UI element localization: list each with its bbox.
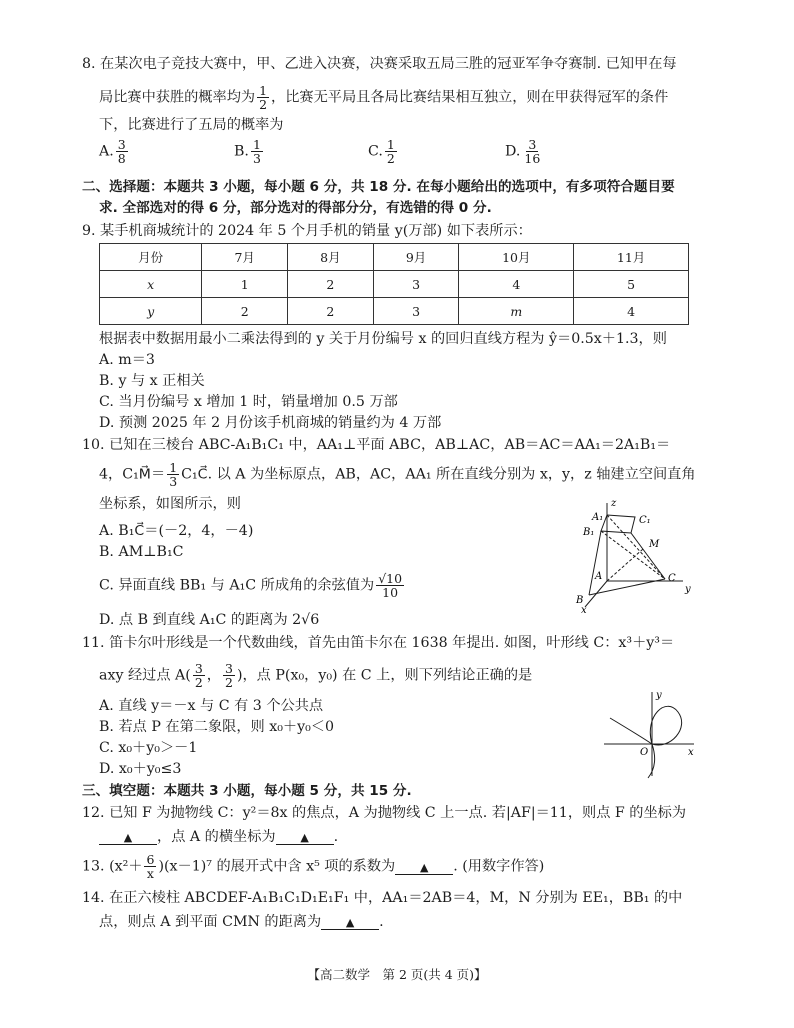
q8-option-a-num: 3 [117,137,126,152]
q11-line-2-a: axy 经过点 A( [99,667,191,684]
table-cell: 2 [288,271,374,298]
fig-label-m: M [649,539,660,550]
q13-line [82,853,544,880]
q10-line-2-b: C₁C⃗. 以 A 为坐标原点，AB，AC，AA₁ 所在直线分别为 x，y，z 轴建立空间直角 [181,466,696,483]
q10-option-c-den: 10 [382,585,399,600]
q8-option-d [505,138,544,165]
q11-fraction-2-num: 3 [225,661,233,676]
q8-prob-fraction [257,84,269,111]
q11-comma: ， [206,667,221,684]
q11-fraction-1-den: 2 [194,675,203,690]
table-header-cell: 7月 [202,244,288,271]
frustum-figure [575,497,695,615]
q12-line-2-mid: ，点 A 的横坐标为 [157,829,276,845]
q8-option-d-den: 16 [524,151,541,166]
q11-fraction-1-num: 3 [194,661,203,676]
q9-option-c: C. 当月份编号 x 增加 1 时，销量增加 0.5 万部 [99,394,398,410]
table-cell: 3 [373,271,459,298]
folium-figure [600,688,700,780]
table-header-cell: 11月 [574,244,689,271]
q8-prob-den: 2 [259,97,268,112]
q10-option-c-num: √10 [378,571,403,586]
edge-b1b [589,531,601,595]
fig-label-y: y [685,584,691,595]
fig-label-c1: C₁ [639,515,651,526]
q12-line-2-end: . [333,829,339,845]
q11-option-d: D. x₀＋y₀≤3 [99,761,182,777]
table-header-cell: 8月 [288,244,374,271]
q12-line-2 [99,828,338,846]
q10-option-b: B. AM⊥B₁C [99,544,184,560]
q11-line-2-b: )，点 P(x₀，y₀) 在 C 上，则下列结论正确的是 [236,667,533,684]
q13-prefix: 13. (x²＋ [82,858,143,875]
q8-line-1: 8. 在某次电子竞技大赛中，甲、乙进入决赛，决赛采取五局三胜的冠亚军争夺赛制. 已知甲在每 [82,56,677,72]
fig-label-a: A [595,571,603,582]
q10-option-a: A. B₁C⃗＝(－2，4，－4) [99,523,254,539]
q11-option-c: C. x₀＋y₀＞－1 [99,740,198,756]
q8-option-c-num: 1 [386,137,395,152]
q8-option-b-label: B. [234,143,249,160]
table-header-row [100,244,689,271]
q8-option-c [368,138,399,165]
q8-option-a [99,138,130,165]
q10-line-2-a: 4，C₁M⃗＝ [99,466,166,483]
page-footer: 【高二数学 第 2 页(共 4 页)】 [307,967,487,982]
q9-option-a: A. m＝3 [99,352,155,368]
fig-label-origin: O [640,747,649,758]
q10-option-c-text: C. 异面直线 BB₁ 与 A₁C 所成角的余弦值为 [99,577,375,594]
q8-line-3: 下，比赛进行了五局的概率为 [99,117,284,133]
q8-option-c-den: 2 [386,151,395,166]
q10-line-2 [99,461,696,488]
q12-answer-blank-1[interactable]: ▲ [99,832,157,845]
q14-line-2-a: 点，则点 A 到平面 CMN 的距离为 [99,914,322,930]
fig-label-x: x [688,747,694,758]
table-cell: m [459,298,574,325]
q13-fraction-num: 6 [146,852,155,867]
table-cell: 3 [373,298,459,325]
q8-option-d-num: 3 [528,137,537,152]
edge-c1c [631,533,665,579]
q8-prob-num: 1 [259,83,268,98]
q11-fraction-2 [223,662,235,689]
table-cell: 1 [202,271,288,298]
q8-option-b [234,138,265,165]
q13-answer-blank[interactable]: ▲ [395,862,453,875]
segment-am [607,549,643,581]
q9-option-b: B. y 与 x 正相关 [99,373,205,389]
q8-option-a-fraction [116,138,128,165]
table-cell: y [100,298,202,325]
sales-table [99,243,689,325]
q10-line-1: 10. 已知在三棱台 ABC-A₁B₁C₁ 中，AA₁⊥平面 ABC，AB⊥AC，AB＝AC＝AA₁＝2A₁B₁＝ [82,437,671,453]
section-2-heading-line-1: 二、选择题：本题共 3 小题，每小题 6 分，共 18 分. 在每小题给出的选项中，有多项符合题目要 [82,179,675,195]
fig-label-c: C [668,573,676,584]
q11-line-1: 11. 笛卡尔叶形线是一个代数曲线，首先由笛卡尔在 1638 年提出. 如图，叶形线 C：x³＋y³＝ [82,635,675,651]
section-2-heading-line-2: 求. 全部选对的得 6 分，部分选对的得部分分，有选错的得 0 分. [99,200,492,216]
q8-option-c-fraction [385,138,397,165]
q10-option-d: D. 点 B 到直线 A₁C 的距离为 2√6 [99,612,320,628]
q14-line-1: 14. 在正六棱柱 ABCDEF-A₁B₁C₁D₁E₁F₁ 中，AA₁＝2AB＝4，M，N 分别为 EE₁，BB₁ 的中 [82,890,683,906]
table-cell: x [100,271,202,298]
q10-option-c-fraction [376,572,404,599]
q9-stem: 根据表中数据用最小二乘法得到的 y 关于月份编号 x 的回归直线方程为 ŷ＝0.5x＋1.3，则 [99,331,667,347]
q12-answer-blank-2[interactable]: ▲ [276,832,334,845]
fig-label-b1: B₁ [583,527,595,538]
q8-line-2 [99,84,668,111]
q8-option-a-den: 8 [117,151,126,166]
q10-fraction [167,461,179,488]
q8-option-a-label: A. [99,143,114,160]
fig-label-a1: A₁ [592,512,604,523]
fig-label-z: z [611,498,617,509]
table-cell: 2 [288,298,374,325]
q14-answer-blank[interactable]: ▲ [321,917,379,930]
table-header-cell: 9月 [373,244,459,271]
fig-label-x: x [581,605,587,615]
table-cell: 4 [459,271,574,298]
q13-mid: )(x－1)⁷ 的展开式中含 x⁵ 项的系数为 [158,858,396,875]
q11-line-2 [99,662,532,689]
q8-line-2-b: ，比赛无平局且各局比赛结果相互独立，则在甲获得冠军的条件 [271,89,669,106]
q11-option-b: B. 若点 P 在第二象限，则 x₀＋y₀＜0 [99,719,335,735]
q8-option-d-fraction [522,138,542,165]
q13-fraction [144,853,156,880]
folium-curve [610,706,682,778]
q8-option-b-fraction [251,138,263,165]
section-3-heading: 三、填空题：本题共 3 小题，每小题 5 分，共 15 分. [82,783,412,799]
q11-option-a: A. 直线 y＝－x 与 C 有 3 个公共点 [99,698,324,714]
q9-option-d: D. 预测 2025 年 2 月份该手机商城的销量约为 4 万部 [99,415,442,431]
top-face [601,515,635,533]
q8-option-d-label: D. [505,143,521,160]
table-cell: 2 [202,298,288,325]
q10-option-c [99,572,406,599]
table-header-cell: 月份 [100,244,202,271]
table-cell: 5 [574,271,689,298]
table-row [100,298,689,325]
q11-fraction-2-den: 2 [225,675,233,690]
q13-fraction-den: x [146,866,154,881]
fig-label-b: B [576,595,584,606]
q10-fraction-num: 1 [169,460,178,475]
q14-line-2 [99,913,384,931]
table-row [100,271,689,298]
table-header-cell: 10月 [459,244,574,271]
q11-fraction-1 [193,662,205,689]
q13-end: . (用数字作答) [453,858,545,875]
q8-option-b-num: 1 [252,137,261,152]
q12-line-1: 12. 已知 F 为抛物线 C：y²＝8x 的焦点，A 为抛物线 C 上一点. 若|AF|＝11，则点 F 的坐标为 [82,805,687,821]
q10-fraction-den: 3 [169,474,178,489]
table-cell: 4 [574,298,689,325]
q8-option-c-label: C. [368,143,383,160]
q14-line-2-end: . [379,914,384,930]
q10-line-3: 坐标系，如图所示，则 [99,496,241,512]
q9-intro: 9. 某手机商城统计的 2024 年 5 个月手机的销量 y(万部) 如下表所示： [82,223,532,239]
q8-line-2-a: 局比赛中获胜的概率均为 [99,89,256,106]
fig-label-y: y [656,690,662,701]
q8-option-b-den: 3 [252,151,261,166]
